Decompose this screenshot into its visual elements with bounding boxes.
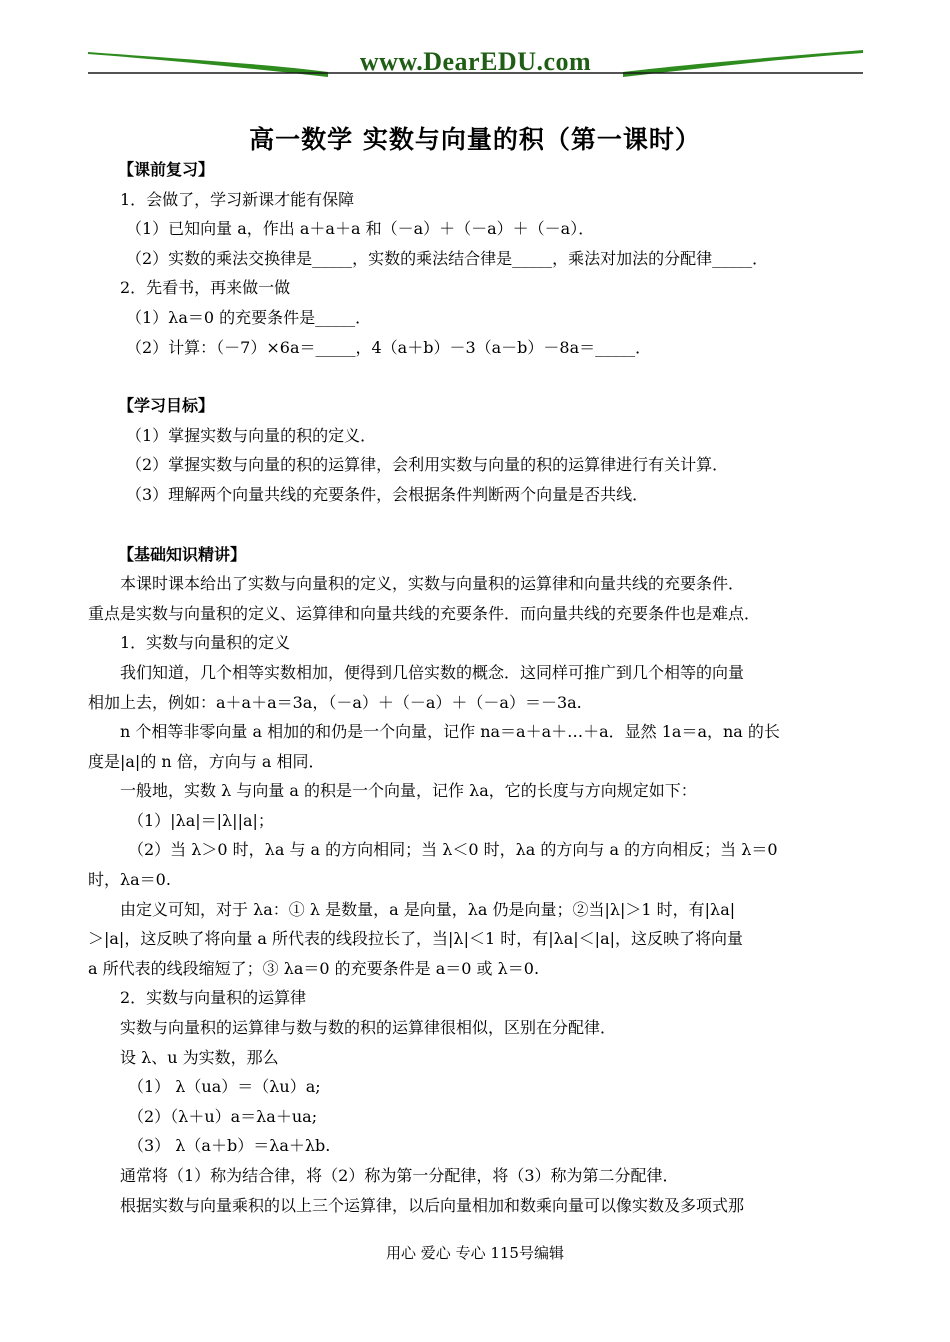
goal-line: （3）理解两个向量共线的充要条件，会根据条件判断两个向量是否共线． xyxy=(126,484,649,504)
review-line: （1）λa＝0 的充要条件是_____． xyxy=(126,307,372,327)
knowledge-line: 我们知道，几个相等实数相加，便得到几倍实数的概念．这同样可推广到几个相等的向量 xyxy=(120,662,745,682)
knowledge-line: （2）（λ＋u）a＝λa＋ua; xyxy=(128,1106,318,1126)
page-footer: 用心 爱心 专心 115号编辑 xyxy=(386,1244,564,1262)
knowledge-line: 时，λa＝0. xyxy=(88,870,171,890)
site-url: www.DearEDU.com xyxy=(359,47,592,76)
goal-line: （2）掌握实数与向量的积的运算律，会利用实数与向量的积的运算律进行有关计算． xyxy=(126,455,729,475)
page-title: 高一数学 实数与向量的积（第一课时） xyxy=(249,125,701,154)
knowledge-line: 通常将（1）称为结合律，将（2）称为第一分配律，将（3）称为第二分配律． xyxy=(120,1166,679,1185)
knowledge-line: （1） λ（ua）＝（λu）a; xyxy=(128,1077,321,1097)
knowledge-line: 2．实数与向量积的运算律 xyxy=(120,988,307,1008)
knowledge-line: 一般地，实数 λ 与向量 a 的积是一个向量，记作 λa，它的长度与方向规定如下： xyxy=(120,781,697,801)
knowledge-line: n 个相等非零向量 a 相加的和仍是一个向量，记作 na＝a＋a＋…＋a．显然 1a＝a，na 的长 xyxy=(120,722,780,742)
knowledge-line: 相加上去，例如：a＋a＋a＝3a，（－a）＋（－a）＋（－a）＝－3a. xyxy=(88,692,582,712)
knowledge-line: 由定义可知，对于 λa：① λ 是数量，a 是向量，λa 仍是向量；②当|λ|＞1 时，有|λa| xyxy=(120,899,736,919)
knowledge-line: 根据实数与向量乘积的以上三个运算律，以后向量相加和数乘向量可以像实数及多项式那 xyxy=(120,1195,745,1215)
review-line: 1．会做了，学习新课才能有保障 xyxy=(120,189,355,209)
knowledge-line: ＞|a|，这反映了将向量 a 所代表的线段拉长了，当|λ|＜1 时，有|λa|＜|a|，这反映了将向量 xyxy=(88,929,744,949)
document-body xyxy=(88,155,878,1220)
review-line: （1）已知向量 a，作出 a＋a＋a 和（－a）＋（－a）＋（－a）． xyxy=(126,219,595,239)
section-heading-knowledge: 【基础知识精讲】 xyxy=(118,544,247,564)
knowledge-line: （2）当 λ＞0 时，λa 与 a 的方向相同；当 λ＜0 时，λa 的方向与 a 的方向相反；当 λ＝0 xyxy=(128,840,778,860)
section-heading-goals: 【学习目标】 xyxy=(118,396,215,416)
review-line: （2）计算：（－7）×6a＝_____，4（a＋b）－3（a－b）－8a＝_____． xyxy=(126,337,652,357)
review-line: 2．先看书，再来做一做 xyxy=(120,278,291,298)
knowledge-line: （3） λ（a＋b）＝λa＋λb. xyxy=(128,1136,331,1156)
knowledge-line: （1）|λa|＝|λ||a|； xyxy=(128,810,274,830)
site-header-banner xyxy=(88,44,863,84)
knowledge-line: 本课时课本给出了实数与向量积的定义，实数与向量积的运算律和向量共线的充要条件． xyxy=(120,574,745,594)
knowledge-line: 设 λ、u 为实数，那么 xyxy=(120,1047,279,1067)
knowledge-line: 重点是实数与向量积的定义、运算律和向量共线的充要条件．而向量共线的充要条件也是难点． xyxy=(88,603,761,623)
knowledge-line: 1．实数与向量积的定义 xyxy=(120,633,291,653)
knowledge-line: a 所代表的线段缩短了；③ λa＝0 的充要条件是 a＝0 或 λ＝0. xyxy=(88,958,540,978)
goal-line: （1）掌握实数与向量的积的定义． xyxy=(126,425,377,445)
review-line: （2）实数的乘法交换律是_____，实数的乘法结合律是_____，乘法对加法的分配律_____． xyxy=(126,248,769,268)
section-heading-review: 【课前复习】 xyxy=(118,160,215,179)
knowledge-line: 度是|a|的 n 倍，方向与 a 相同． xyxy=(88,751,325,771)
knowledge-line: 实数与向量积的运算律与数与数的积的运算律很相似，区别在分配律． xyxy=(120,1018,617,1038)
